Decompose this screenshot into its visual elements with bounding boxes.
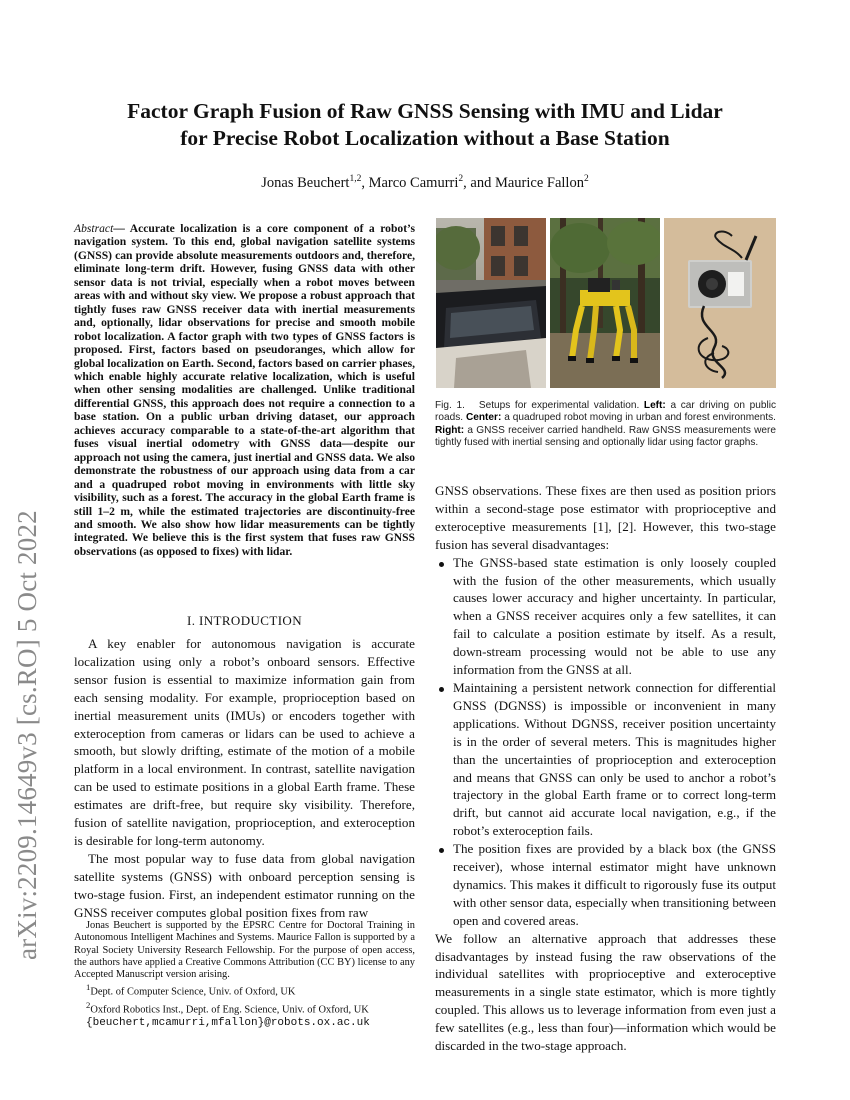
bullet-dot xyxy=(439,848,444,853)
list-item-text: The GNSS-based state estimation is only loosely coupled with the fusion of the other measurements, which usually causes lower accuracy and higher uncertainty. In particular, when a GNSS receiver acquires only a few satellites, it can fail to calculate a position estimate by itself. As a result, down-stream processing would not be able to use any information from the GNSS at all. xyxy=(453,554,776,678)
affiliation-2 xyxy=(74,999,415,1017)
caption-right-text: a GNSS receiver carried handheld. Raw GNSS measurements were tightly fused with inertial sensing and optionally lidar using factor graphs. xyxy=(435,424,776,448)
affiliation-1-text: Dept. of Computer Science, Univ. of Oxford, UK xyxy=(90,986,296,998)
car-photo xyxy=(436,218,546,388)
bullet-dot xyxy=(439,562,444,567)
list-item-text: The position fixes are provided by a black box (the GNSS receiver), whose internal estimator might have unknown dynamics. This makes it difficult to rigorously fuse its output with other sensor data, especially when transitioning between open and covered areas. xyxy=(453,841,776,928)
author-name: Jonas Beuchert xyxy=(261,174,350,191)
quadruped-robot-photo xyxy=(550,218,660,388)
bullet-dot xyxy=(439,687,444,692)
author-separator: , and xyxy=(463,174,495,191)
caption-center-text: a quadruped robot moving in urban and forest environments. xyxy=(504,412,776,424)
affiliation-1 xyxy=(74,981,415,999)
list-item xyxy=(435,554,776,679)
author-affiliation-marker: 2 xyxy=(583,174,589,184)
footnotes xyxy=(74,920,415,1029)
abstract-text: — Accurate localization is a core component of a robot’s navigation system. To this end, global navigation satellite systems (GNSS) can provide absolute measurements outdoors and, therefore, eliminate long-term drift. However, fusing GNSS data with other sensor data is not trivial, especially when a robot moves between areas with and without sky view. We propose a robust approach that tightly fuses raw GNSS receiver data with inertial measurements and, optionally, lidar observations for precise and smooth mobile robot localization. A factor graph with two types of GNSS factors is proposed. First, factors based on pseudoranges, which allow for global localization on Earth. Second, factors based on carrier phases, which enable highly accurate relative localization, which is useful when other sensing modalities are challenged. Unlike traditional differential GNSS, this approach does not require a connection to a base station. On a public urban driving dataset, our approach achieves accuracy comparable to a state-of-the-art algorithm that fuses visual inertial odometry with GNSS data—despite our approach not using the camera, just inertial and GNSS data. We also demonstrate the robustness of our approach using data from a car and a quadruped robot moving in environments with little sky visibility, such as a forest. The accuracy in the global Earth frame is still 1–2 m, while the estimated trajectories are discontinuity-free and smooth. We also show how lidar measurements can be tightly integrated. We believe this is the first system that fuses raw GNSS observations (as opposed to fixes) with lidar. xyxy=(74,222,415,558)
arxiv-side-stamp: arXiv:2209.14649v3 [cs.RO] 5 Oct 2022 xyxy=(12,510,42,960)
author-affiliation-marker: 1,2 xyxy=(349,174,362,184)
intro-paragraph-3: GNSS observations. These fixes are then used as position priors within a second-stage pose estimator with proprioceptive and exteroceptive measurements [1], [2]. However, this two-stage fusion has several disadvantages: xyxy=(435,483,776,552)
intro-paragraph-2: The most popular way to fuse data from global navigation satellite systems (GNSS) with onboard perception sensing is two-stage fusion. First, an independent estimator running on the GNSS receiver computes global position fixes from raw xyxy=(74,850,415,920)
affiliation-marker: 2 xyxy=(86,1000,91,1011)
section-heading-introduction: I. INTRODUCTION xyxy=(186,613,303,628)
caption-right-label: Right: xyxy=(435,424,465,436)
gnss-receiver-photo xyxy=(664,218,776,388)
list-item xyxy=(435,679,776,840)
author-name: Maurice Fallon xyxy=(494,174,584,191)
intro-paragraph-4: We follow an alternative approach that addresses these disadvantages by instead fusing the raw observations of the individual satellites with proprioceptive and exteroceptive measurements in a single state estimator, which is more tightly coupled. This allows us to leverage information from even just a few satellites (e.g., less than four)—information which would be discarded in the two-stage approach. xyxy=(435,930,776,1054)
affiliation-marker: 1 xyxy=(86,982,91,993)
funding-footnote: Jonas Beuchert is supported by the EPSRC Centre for Doctoral Training in Autonomous Intelligent Machines and Systems. Maurice Fallon is supported by a Royal Society University Research Fellowship. For the purpose of open access, the authors have applied a Creative Commons Attribution (CC BY) license to any Accepted Manuscript version arising. xyxy=(74,920,415,981)
intro-right-column xyxy=(435,482,776,1055)
author-emails: {beuchert,mcamurri,mfallon}@robots.ox.ac.uk xyxy=(86,1017,370,1030)
author-name: Marco Camurri xyxy=(368,174,459,191)
figure-1-caption xyxy=(435,400,776,449)
author-separator: , xyxy=(361,174,369,191)
title-line-2: for Precise Robot Localization without a Base Station xyxy=(180,126,670,150)
disadvantages-list xyxy=(435,554,776,930)
affiliation-2-text: Oxford Robotics Inst., Dept. of Eng. Science, Univ. of Oxford, UK xyxy=(90,1004,369,1016)
list-item-text: Maintaining a persistent network connection for differential GNSS (DGNSS) is impossible or inconvenient in many applications. Without DGNSS, receiver position uncertainty is in the order of several meters. This is magnitudes higher than the uncertainties of proprioception and exteroception and means that GNSS can only be used to anchor a robot’s trajectory in the global Earth frame or to correct long-term drift, but cannot aid accurate local navigation, e.g., if the robot’s exteroception fails. xyxy=(453,679,776,839)
abstract xyxy=(74,222,415,558)
caption-left-label: Left: xyxy=(643,400,666,411)
list-item xyxy=(435,840,776,930)
abstract-lead: Abstract xyxy=(74,222,114,235)
intro-left-column xyxy=(74,635,415,922)
caption-left-text: a car driving on public roads. xyxy=(435,400,776,424)
title-line-1: Factor Graph Fusion of Raw GNSS Sensing with IMU and Lidar xyxy=(127,99,723,123)
figure-1-photos xyxy=(436,218,776,388)
caption-prefix: Fig. 1. xyxy=(435,400,465,411)
paper-title xyxy=(60,98,790,152)
intro-paragraph-1: A key enabler for autonomous navigation is accurate localization using only a robot’s onboard sensors. Effective sensor fusion is essential to maximize information gain from each sensing modality. For example, proprioception based on inertial measurement units (IMUs) or encoders together with exteroception from cameras or lidars can be used to achieve a smooth, but slowly drifting, estimate of the motion of a mobile platform in a local environment. In contrast, satellite navigation can be used to estimate positions in a global Earth frame. These estimates are drift-free, but require sky visibility. Therefore, fusion of satellite navigation, proprioception, and exteroception is desirable for long-term autonomy. xyxy=(74,636,415,848)
caption-intro: Setups for experimental validation. xyxy=(478,400,640,411)
author-list xyxy=(60,174,790,192)
caption-center-label: Center: xyxy=(465,412,502,424)
author-affiliation-marker: 2 xyxy=(458,174,464,184)
